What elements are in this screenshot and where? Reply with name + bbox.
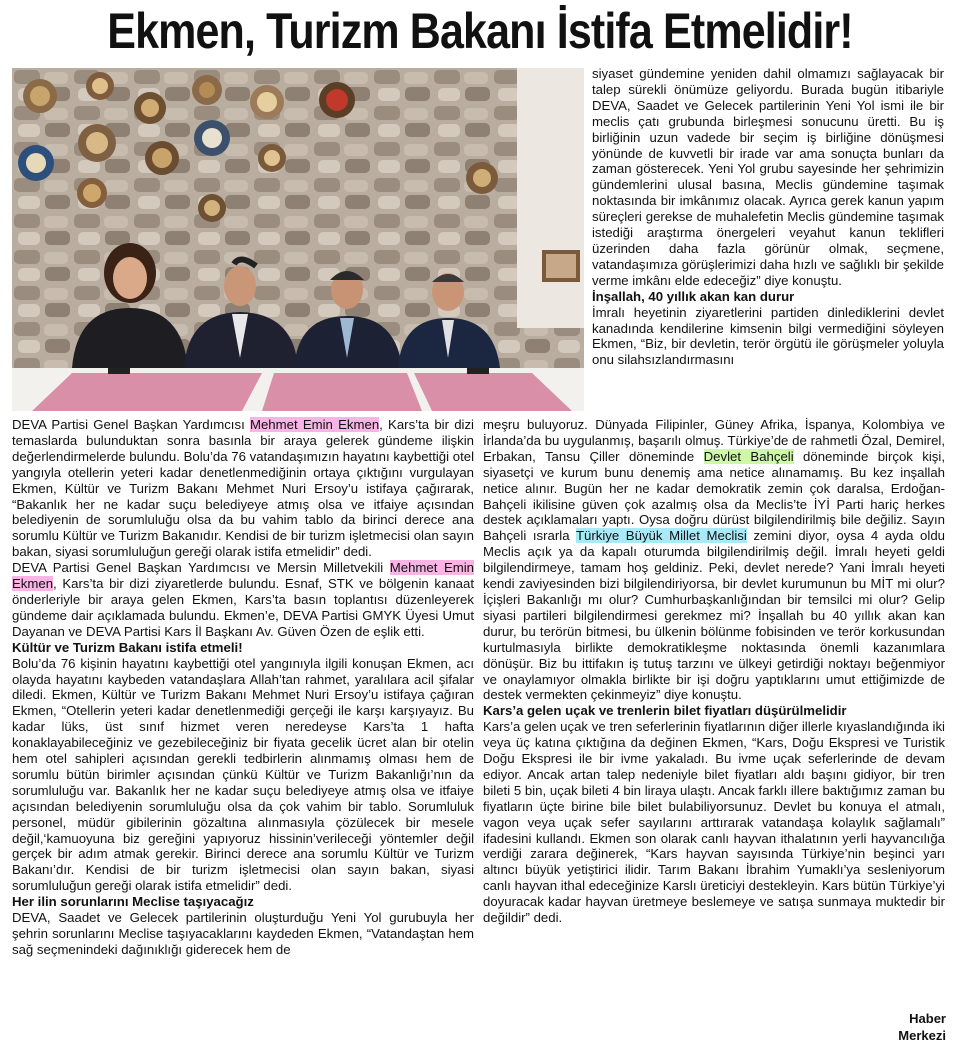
text-run: DEVA Partisi Genel Başkan Yardımcısı	[12, 417, 250, 432]
paragraph: DEVA, Saadet ve Gelecek partilerinin oluşturduğu Yeni Yol gurubuyla her şehrin sorunlarını Meclise taşıyacaklarını kaydeden Ekmen, “Vatandaştan hem sağ seçmenindeki dağınıklığı giderecek hem de	[12, 910, 474, 957]
paragraph: Kars’a gelen uçak ve tren seferlerinin fiyatlarının diğer illerle kıyaslandığında iki veya üç katına çıktığına da değinen Ekmen, “Kars, Doğu Ekspresi ve Turistik Doğu Ekspresi ile bir ivme yakaladı. Bu ivme uçak seferlerinde de devam ediyor. Ancak artan talep nedeniyle bilet fiyatları aldı başını gidiyor, bir tren bileti 5 bin, uçak bileti 4 bin liraya ulaştı. Ancak farklı illere baktığımız zaman bu fiyatların üçte birine bile bilet bulabiliyorsunuz. Devlet bu konuya el atmalı, vagon veya uçak sefer sayılarını arttırarak vatandaşa kolaylık sağlamalı” ifadesini kullandı. Ekmen son olarak canlı hayvan ithalatının yerli hayvancılığa verdiği zarara değinerek, “Kars hayvan sayısında Türkiye’nin beşinci yarı altıncı büyük yetiştirici ilidir. Tarım Bakanı İbrahim Yumaklı’ya sesleniyorum canlı hayvan ithal edeceğinize Karslı üreticiyi destekleyin. Kars bütün Türkiye’yi doyuracak kadar hayvan üretmeye beslemeye ve satışa sunmaya muktedir bir değildir” dedi.	[483, 719, 945, 926]
meeting-photo	[12, 68, 584, 411]
right-column	[592, 66, 944, 368]
text-run: , Kars’ta bir dizi ziyaretlerde bulundu. Esnaf, STK ve bölgenin kanaat önderleriyle bir araya gelen Ekmen, Kars’ta basın toplantısı düzenleyerek gündeme dair açıklamada bulundu. Ekmen’e, DEVA Partisi GMYK Üyesi Umut Dayanan ve DEVA Partisi Kars İl Başkanı Av. Güven Özen de eşlik etti.	[12, 576, 474, 639]
subheading: Kültür ve Turizm Bakanı istifa etmeli!	[12, 639, 243, 655]
paragraph: siyaset gündemine yeniden dahil olmamızı sağlayacak bir talep sürekli önümüze geliyordu. Burada bugün itibariyle DEVA, Saadet ve Gelecek partilerinin Yeni Yol ismi ile bir meclis çatı grubunda birleşmesi sonucunu üretti. Bu iş birliğinin uzun vadede bir seçim iş birliğine dönüşmesi yönünde de kuvvetli bir irade var ama sonuçta bunları da zaman gösterecek. Yeni Yol grubu sayesinde her şehrimizin gündemlerini ulusal basına, Meclis gündemine taşımak noktasında bir imkânımız olacak. Ayrıca gerek kanun yapım süreçleri gerekse de muhalefetin Meclis gündemine taşımak istediği araştırma önergeleri veyahut kanun teklifleri üzerinden daha fazla görünür olmak, seçmene, vatandaşımıza görüşlerimizi daha hızlı ve sağlıklı bir şekilde verme imkânı elde edeceğiz” diye konuştu.	[592, 66, 944, 288]
subheading: İnşallah, 40 yıllık akan kan durur	[592, 288, 795, 304]
headline: Ekmen, Turizm Bakanı İstifa Etmelidir!	[107, 3, 853, 59]
bottom-right-column	[483, 417, 945, 926]
paragraph	[483, 417, 945, 703]
byline	[898, 1010, 946, 1044]
paragraph: İmralı heyetinin ziyaretlerini partiden dinlediklerini devlet kanadında kendilerine kimsenin bilgi vermediğini söyleyen Ekmen, “Biz, bir devletin, terör örgütü ile görüşmeler yoluyla onu silahsızlandırmasını	[592, 304, 944, 368]
highlight: Devlet Bahçeli	[703, 448, 794, 464]
highlight: Türkiye Büyük Millet Meclisi	[575, 528, 747, 544]
paragraph: Bolu’da 76 kişinin hayatını kaybettiği otel yangınıyla ilgili konuşan Ekmen, acı olayda hayatını kaybeden vatandaşlara Allah’tan rahmet, yaralılara acil şifalar diledi. Ekmen, Kültür ve Turizm Bakanı Mehmet Nuri Ersoy’u istifaya çağıran Ekmen, “Otellerin yeteri kadar denetlenmediği gerçeği ile karşı karşıyayız. Bu kadar lüks, üst sınıf hizmet veren neredeyse Kars’ta 1 hafta konaklayabileceğiniz ve gezebileceğiniz bir fiyata gecelik ücret alan bir otelin hem otel sahipleri açısından gerekli tedbirlerin alınmamış olması hem de sorumlu bütün birimler açısından çünkü Kültür ve Turizm Bakanlığı’nın da sorumluluğu var. Bakanlık her ne kadar suçu belediyeye atmış olsa ve itfaiye açısından belediyenin sorumluluğu olsa da çok vahim bir tablo. Sorumluluk personel, müdür gibilerinin gözaltına alınmasıyla çözülecek bir mesele değil,‘kamuoyuna biz gereğini yapıyoruz hissinin’verileceği yöntemler değil gerçek bir adım atmak gerekir. Birinci derece ana sorumlu Kültür ve Turizm Bakanı’dır. Kendisi de bir turizm işletmecisi olan sayın bakan, siyasi sorumluluğun gereği olarak istifa etmelidir” dedi.	[12, 655, 474, 894]
paragraph	[12, 417, 474, 560]
highlight: Mehmet Emin Ekmen	[12, 560, 474, 592]
byline-line: Merkezi	[898, 1028, 946, 1043]
text-run: meşru buluyoruz. Dünyada Filipinler, Güney Afrika, İspanya, Kolombiya ve İrlanda’da bu uygulanmış, başarılı olmuş. Türkiye’de de rahmetli Özal, Demirel, Erbakan, Tansu Çiller döneminde	[483, 417, 945, 464]
highlight: Mehmet Emin Ekmen	[249, 417, 380, 432]
subheading: Her ilin sorunlarını Meclise taşıyacağız	[12, 894, 254, 910]
left-column	[12, 417, 474, 958]
paragraph	[12, 560, 474, 640]
text-run: DEVA Partisi Genel Başkan Yardımcısı ve Mersin Milletvekili	[12, 560, 390, 576]
text-run: zemini diyor, oysa 4 ayda oldu Meclis açık ya da kapalı oturumda bilgilendirilmiş değil. İmralı heyeti geldi bilgilendirmeye, tamam hoş geldiniz. Peki, devlet nerede? Yani İmralı heyeti kendi zaviyesinden bizi bilgilendiriyorsa, bir devlet kurumunun bu MİT mi olur? İçişleri Bakanlığı mı olur? Cumhurbaşkanlığından bir temsilci mi olur? Gelip siyasi partileri bilgilendirmesi gerekmez mi? İnşallah bu 40 yıllık akan kan durur, bu terörün bitmesi, bu ülkenin bölünme fobisinden ve terör korkusundan kurtulmasıyla birlikte demokratikleşme noktasında önemli kazanımlara dönüşür. Biz bu ittifakın iş tutuş tarzını ve ülkeyi getirdiği noktayı beğenmiyor ve onaylamıyor olmakla birlikte bir işi doğru yaptıklarını umut ettiğimizde de destek vermekten çekinmeyiz” diye konuştu.	[483, 528, 945, 703]
byline-line: Haber	[909, 1011, 946, 1026]
text-run: döneminde birçok kişi, siyasetçi ve kurum bunu denemiş ama netice alınamamış. Bu kez inşallah netice alınır. Bugün her ne kadar demokratik zemin çok daralsa, Erdoğan-Bahçeli ikilisine güven çok azalmış olsa da Meclis’te İYİ Parti hariç herkes destek açıklamaları yaptı. Oysa doğru dürüst bilgilendirilmiş bile değiliz. Sayın Bahçeli ısrarla	[483, 448, 945, 544]
text-run: , Kars’ta bir dizi temaslarda bulunduktan sonra basınla bir araya gelerek gündeme ilişkin değerlendirmelerde bulundu. Bolu’da 76 vatandaşımızın hayatını kaybettiği otel yangıyla otellerin yeteri kadar denetlenmediğinin ortaya çıktığını vurgulayan Ekmen, Kültür ve Turizm Bakanı Mehmet Nuri Ersoy’u istifaya çağırarak, “Bakanlık her ne kadar suçu belediyeye atmış olsa ve itfaiye açısından belediyenin de sorumluluğu olsa da bu vahim tablo da birinci derece ana sorumlu Kültür ve Turizm Bakanıdır. Kendisi de bir turizm işletmecisi olan sayın bakan, siyasi sorumluluğun gereği olarak istifa etmelidir” dedi.	[12, 417, 474, 560]
subheading: Kars’a gelen uçak ve trenlerin bilet fiyatları düşürülmelidir	[483, 703, 847, 719]
